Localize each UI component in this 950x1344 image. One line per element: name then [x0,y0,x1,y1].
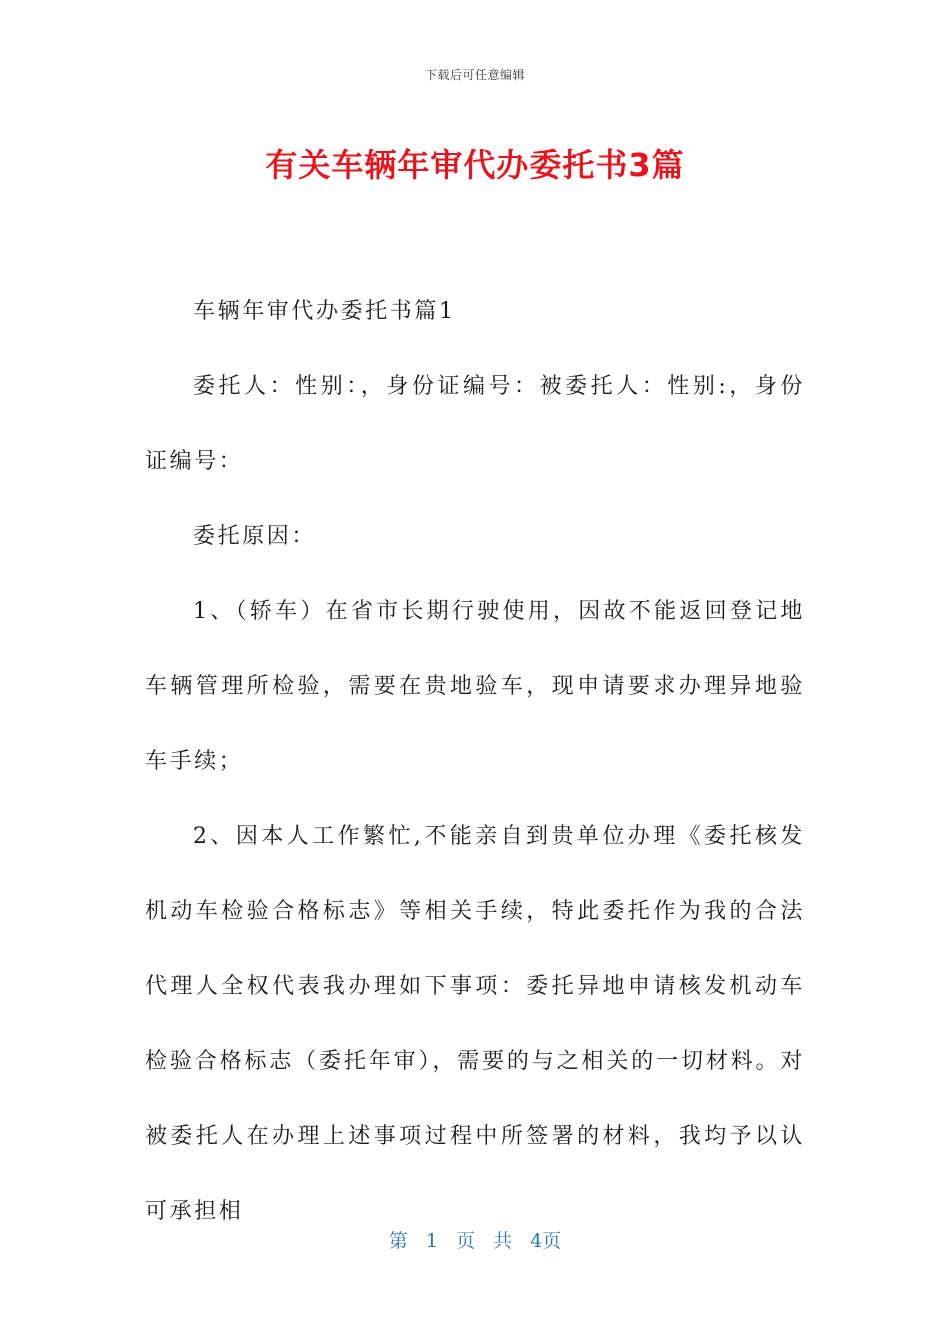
section-heading: 车辆年审代办委托书篇1 [193,299,456,324]
paragraph-reason-heading: 委托原因： [193,524,317,549]
footer-total-pages: 4页 [530,1230,562,1252]
document-title: 有关车辆年审代办委托书3篇 [265,146,685,184]
paragraph-reason-1: 1、（轿车）在省市长期行驶使用，因故不能返回登记地车辆管理所检验，需要在贵地验车，现申请要求办理异地验车手续； [145,599,805,774]
footer-page-unit: 页 [455,1230,475,1252]
footer-page-label: 第 [388,1230,408,1252]
document-body [145,274,805,1249]
footer-total-label: 共 [493,1230,513,1252]
header-note: 下载后可任意编辑 [424,68,525,82]
page-footer [0,1226,950,1253]
footer-page-number: 1 [425,1230,438,1252]
paragraph-parties: 委托人：性别：，身份证编号：被委托人：性别:，身份证编号： [145,374,805,474]
paragraph-reason-2: 2、因本人工作繁忙,不能亲自到贵单位办理《委托核发机动车检验合格标志》等相关手续，特此委托作为我的合法代理人全权代表我办理如下事项：委托异地申请核发机动车检验合格标志（委托年审），需要的与之相关的一切材料。对被委托人在办理上述事项过程中所签署的材料，我均予以认可承担相 [145,824,805,1224]
